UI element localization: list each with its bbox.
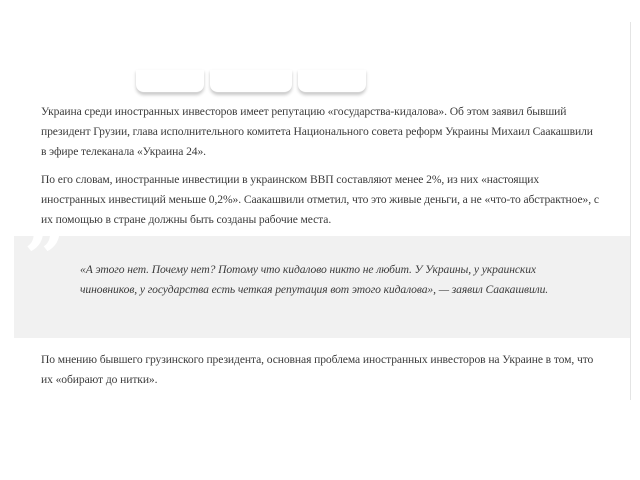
share-button-2[interactable] [210,70,292,93]
blockquote [14,215,630,338]
share-buttons-row [136,70,366,94]
article-paragraph-2: По его словам, иностранные инвестиции в украинском ВВП составляют менее 2%, из них «настоящих иностранных инвестиций меньше 0,2%». Саакашвили отметил, что это живые деньги, а не «что-то абстрактное», с их помощью в стране должны быть созданы рабочие места. [41,173,599,226]
article-paragraph-1: Украина среди иностранных инвесторов имеет репутацию «государства-кидалова». Об этом заявил бывший президент Грузии, глава исполнительного комитета Национального совета реформ Украины Михаил Саакашвили в эфире телеканала «Украина 24». [41,105,593,158]
share-button-3[interactable] [298,70,366,93]
article-paragraph-3: По мнению бывшего грузинского президента, основная проблема иностранных инвесторов на Украине в том, что их «обирают до нитки». [41,353,594,386]
quote-text: «А этого нет. Почему нет? Потому что кидалово никто не любит. У Украины, у украинских чиновников, у государства есть четкая репутация вот этого кидалова», — заявил Саакашвили. [80,263,549,296]
quote-mark-icon: ” [24,215,66,300]
content-right-border [630,22,631,400]
share-button-1[interactable] [136,70,204,93]
